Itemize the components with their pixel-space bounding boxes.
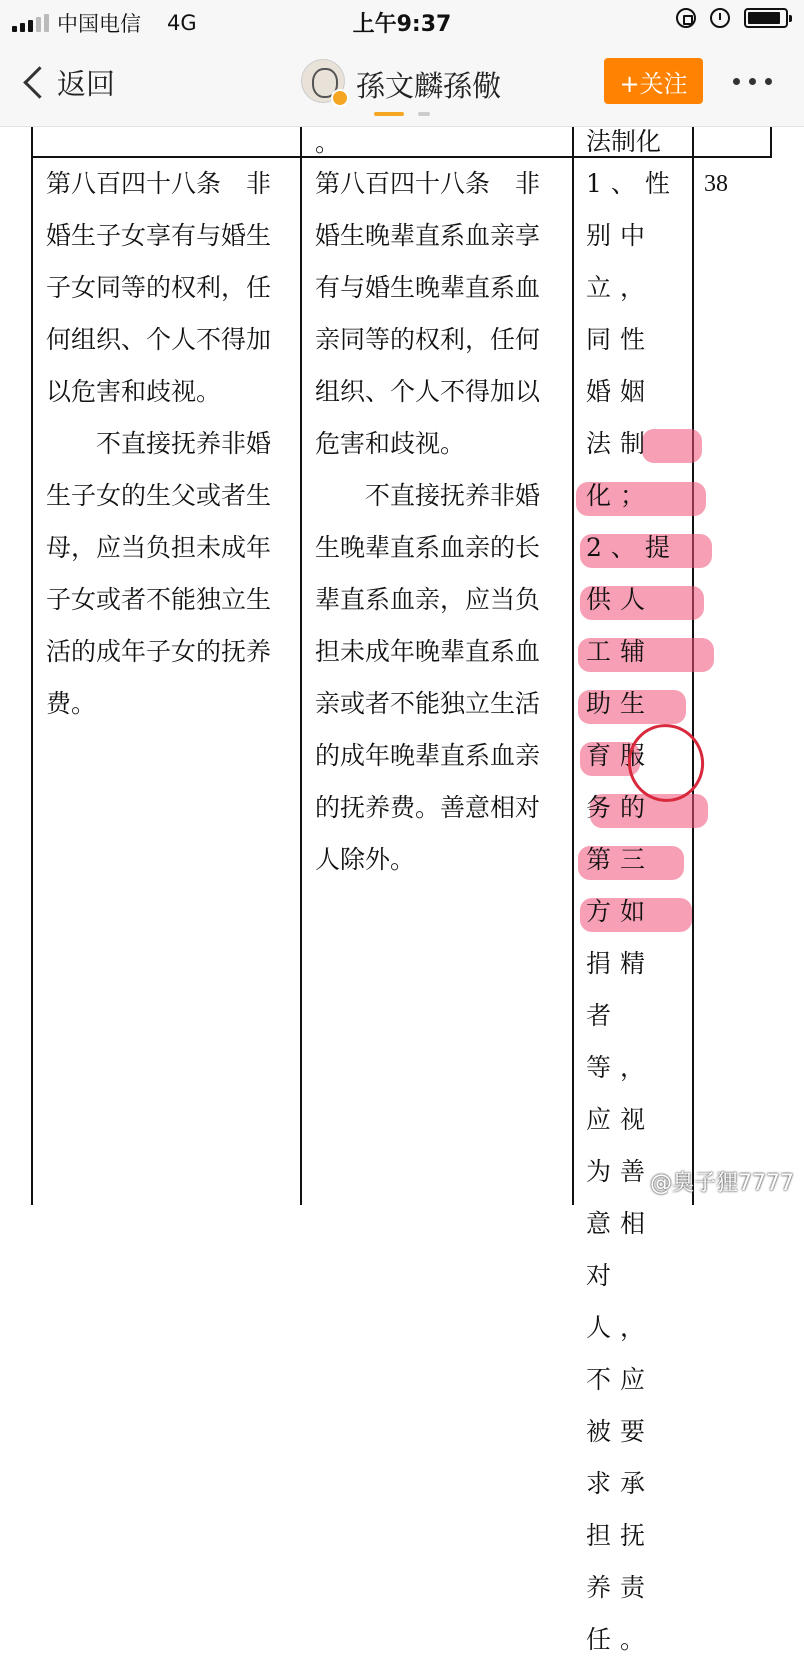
cell-proposed-article: 第八百四十八条 非婚生晚辈直系血亲享有与婚生晚辈直系血亲同等的权利，任何组织、个人不得加以危害和歧视。 不直接抚养非婚生晚辈直系血亲的长辈直系血亲，应当负担未成年晚辈直系血亲或者不能独立生活的成年晚辈直系血亲的抚养费。善意相对人除外。 (315, 169, 541, 874)
status-right (676, 8, 788, 28)
network-label: 4G (167, 11, 197, 35)
chevron-left-icon (23, 66, 56, 99)
account-name[interactable]: 孫文麟孫儆 (356, 69, 502, 103)
prev-row-fragment-col2: 。 (315, 128, 341, 157)
back-label: 返回 (57, 67, 116, 101)
carrier-label: 中国电信 (57, 12, 141, 36)
status-bar (0, 0, 804, 42)
follow-button[interactable]: +关注 (604, 58, 703, 104)
alarm-icon (710, 8, 730, 28)
more-dots-icon[interactable] (733, 78, 772, 85)
cell-number: 38 (704, 171, 728, 197)
cell-reason: 1、性别中立，同性婚姻法制化；2、提供人工辅助生育服务的第三方如捐精者等，应视为善意相对人，不应被要求承担抚养责任。 (586, 169, 679, 1654)
watermark: @臭子狸7777 (650, 1171, 794, 1196)
battery-icon (744, 8, 788, 28)
page-indicator-inactive (418, 112, 430, 116)
rotation-lock-icon (676, 8, 696, 28)
cell-original-article: 第八百四十八条 非婚生子女享有与婚生子女同等的权利，任何组织、个人不得加以危害和歧视。 不直接抚养非婚生子女的生父或者生母，应当负担未成年子女或者不能独立生活的成年子女的抚养费。 (46, 169, 272, 718)
document-table (0, 127, 804, 1654)
prev-row-fragment-col3: 法制化 (586, 127, 662, 156)
nav-bar (0, 42, 804, 127)
back-button[interactable] (20, 62, 115, 103)
clock: 上午9:37 (352, 12, 452, 37)
verified-badge-icon (331, 89, 349, 107)
page-indicator-active (374, 112, 404, 116)
